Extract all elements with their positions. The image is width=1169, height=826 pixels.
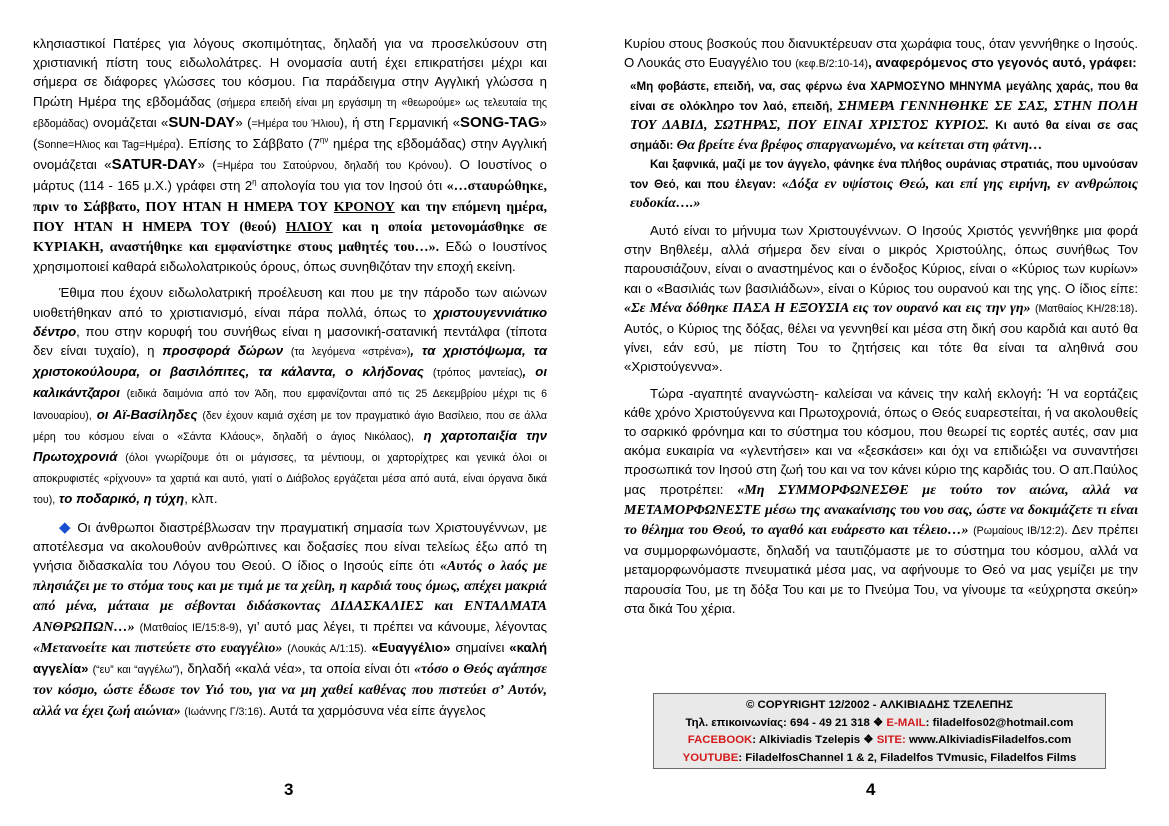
text: . Αυτά τα χαρμόσυνα νέα είπε άγγελος: [262, 702, 486, 718]
text: , αναφερόμενος στο γεγονός αυτό, γράφει:: [868, 55, 1137, 71]
email-link[interactable]: : filadelfos02@hotmail.com: [925, 716, 1074, 729]
paragraph-choice: [624, 384, 1138, 618]
phone: Τηλ. επικοινωνίας: 694 - 49 21 318: [685, 716, 870, 729]
emphasis: το ποδαρικό, η τύχη: [58, 491, 185, 507]
site-label: SITE:: [876, 734, 906, 746]
note: (τρόπος μαντείας): [432, 367, 523, 380]
paragraph-gospel: [33, 518, 547, 722]
note: (όλοι γνωρίζουμε ότι οι μάγισσες, τα μέντιουμ, οι χαρτορίχτρες και γενικά όλοι οι αποκρυφιστές «ρίχνουν» τα χαρτιά και αυτό, γιατί ο Διάβολος εργάζεται μέσα από αυτά, είναι όργανα δικά του),: [33, 452, 548, 507]
paragraph-message: [624, 221, 1138, 377]
facebook-label: FACEBOOK: [687, 734, 753, 746]
note: Sonne=Ηλιος και Tag=Ημέρα: [37, 139, 176, 152]
emphasis: η χαρτοπαιξία την Πρωτοχρονιά: [33, 427, 547, 465]
contact-line: [654, 715, 1105, 733]
text: απολογία του για τον Ιησού ότι: [256, 178, 443, 194]
text: , δηλαδή «καλά νέα», τα οποία είναι ότι: [179, 661, 410, 677]
scripture-quote: «τόσο ο Θεός αγάπησε τον κόσμο, ώστε έδωσε τον Υιό του, για να μη χαθεί καθένας που πιστεύει σ’ Αυτόν, αλλά να έχει ζωή αιώνια»: [33, 662, 547, 719]
youtube-label: YOUTUBE: [682, 751, 739, 764]
quote-justin: και η οποία μετονομάσθηκε σε ΚΥΡΙΑΚΗ, αναστήθηκε και εμφανίστηκε στους μαθητές του…».: [33, 219, 547, 256]
note: (τα λεγόμενα «στρένα»): [290, 346, 411, 359]
emphasis: , τα χριστόψωμα, τα χριστοκούλουρα, οι βασιλόπιτες, τα κάλαντα, ο κλήδονας: [33, 343, 548, 380]
quote-justin: και την επόμενη ημέρα, ΠΟΥ ΗΤΑΝ Η ΗΜΕΡΑ ΤΟΥ (θεού): [33, 199, 547, 235]
quote-text: Θα βρείτε ένα βρέφος σπαργανωμένο, να κείτεται στη φάτνη…: [676, 137, 1043, 153]
scripture-ref: (Ματθαίος ΚΗ/28:18): [1034, 302, 1135, 315]
emphasis: , οι καλικάντζαροι: [33, 364, 547, 401]
paragraph-sunday-names: [33, 34, 547, 276]
quote-kronou: ΚΡΟΝΟΥ: [333, 199, 395, 215]
separator-icon: ❖: [863, 734, 874, 746]
text: Έθιμα που έχουν ειδωλολατρική προέλευση και που με την πάροδο των αιώνων υιοθετήθηκαν από το χριστιανισμό, είναι πάρα πολλά, όπως το: [33, 285, 547, 320]
note: (σήμερα επειδή είναι μη εργάσιμη τη «θεωρούμε» ως τελευταία της εβδομάδας): [33, 96, 547, 130]
note: (ειδικά δαιμόνια από τον Άδη, που εμφανίζονται από τις 25 Δεκεμβρίου μέχρι τις 6 Ιανουαρίου),: [33, 388, 547, 422]
quote-text: ΣΗΜΕΡΑ ΓΕΝΝΗΘΗΚΕ ΣΕ ΣΑΣ, ΣΤΗΝ ΠΟΛΗ ΤΟΥ ΔΑΒΙΔ, ΣΩΤΗΡΑΣ, ΠΟΥ ΕΙΝΑΙ ΧΡΙΣΤΟΣ ΚΥΡΙΟΣ.: [630, 98, 1138, 134]
emphasis: προσφορά δώρων: [162, 343, 284, 359]
text: Κυρίου στους βοσκούς που διανυκτέρευαν στα χωράφια τους, όταν γεννήθηκε ο Ιησούς. Ο Λουκάς στο Ευαγγέλιο του: [624, 36, 1138, 71]
text: , που στην κορυφή του συνήθως είναι η μασονική-σατανική πεντάλφα (τίποτα δεν είναι τυχαίο), η: [33, 323, 547, 359]
facebook-name: : Alkiviadis Tzelepis: [752, 734, 861, 746]
emphasis: «καλή αγγελία»: [33, 639, 548, 677]
scripture-ref: (Ρωμαίους ΙΒ/12:2): [973, 524, 1065, 537]
quote-text: Και ξαφνικά, μαζί με τον άγγελο, φάνηκε ένα πλήθος ουράνιας στρατιάς, που υμνούσαν τον Θεό, και που έλεγαν:: [630, 158, 1138, 191]
text: ). Ο Ιουστίνος ο μάρτυς (114 - 165 μ.Χ.) γράφει στη 2: [33, 157, 548, 194]
scripture-ref: (κεφ.Β/2:10-14): [795, 58, 869, 71]
text: ), ή στη Γερμανική «: [339, 114, 460, 130]
scripture-ref: (Ιωάννης Γ/3:16): [184, 705, 263, 718]
left-page: [33, 34, 547, 722]
emphasis: χριστουγεννιάτικο δέντρο: [33, 304, 547, 339]
text: Οι άνθρωποι διαστρέβλωσαν την πραγματική σημασία των Χριστουγέννων, με αποτέλεσμα να ακολουθούν ανθρώπινες και δοξασίες που είναι τελείως έξω από τη γνήσια διδασκαλία του Λόγου του Θεού. Ο ίδιος ο Ιησούς είπε ότι: [33, 519, 547, 574]
site-link[interactable]: www.AlkiviadisFiladelfos.com: [908, 734, 1072, 746]
superscript: η: [252, 178, 257, 188]
right-page: [624, 34, 1138, 618]
text: » (: [235, 114, 252, 130]
email-label: E-MAIL: [886, 716, 926, 729]
page-number-left: 3: [284, 780, 294, 799]
quote-iliou: ΗΛΙΟΥ: [285, 219, 333, 235]
scripture-quote: «Σε Μένα δόθηκε ΠΑΣΑ Η ΕΞΟΥΣΙΑ εις τον ουρανό και εις την γη»: [624, 300, 1031, 316]
text: . Αυτός, ο Κύριος της δόξας, θέλει να γεννηθεί και μέσα στη δική σου καρδιά και αυτό θα γίνει, εάν εσύ, με πίστη Του το ζητήσεις και τότε θα είναι τα αληθινά σου «Χριστούγεννα».: [624, 299, 1139, 375]
copyright-box: [653, 693, 1106, 769]
quote-text: Κι αυτό θα είναι σε σας σημάδι:: [630, 119, 1138, 152]
quote-text: «Δόξα εν υψίστοις Θεώ, και επί γης ειρήνη, εν ανθρώποις ευδοκία….»: [630, 176, 1139, 212]
social-line: [654, 732, 1105, 750]
text: , γι’ αυτό μας λέγει, τι πρέπει να κάνουμε, λέγοντας: [238, 618, 548, 634]
text: Ή να εορτάζεις κάθε χρόνο Χριστούγεννα και Πρωτοχρονιά, όπως ο Θεός ευαρεστείται, ή να ακολουθείς το σαρκικό φρόνημα και το σύστημα του κόσμου, που θεωρεί τις εορτές αυτές, σαν μια ακόμα ευκαιρία να «γλεντήσει» και να «ξεσκάσει» και όχι να επιδιώξει να συναντήσει προσωπικά τον Ιησού στη ζωή του και να τον κάνει κύριο της καρδιάς του. Ο απ.Παύλος μας προτρέπει:: [624, 385, 1138, 497]
note: =Ημέρα του Σατούρνου, δηλαδή του Κρόνου: [216, 160, 445, 173]
diamond-bullet-icon: ◆: [59, 518, 73, 536]
text: . Δεν πρέπει να συμμορφωνόμαστε, δηλαδή να ταυτιζόμαστε με το σύστημα του κόσμου, αλλά να μεταμορφωνόμαστε πνευματικά μέσα μας, να αφήνουμε το Θεό να μας γεμίζει με την παρουσία Του, με τη δόξα Του και με το Πνεύμα Του, να γίνουμε τα «εύχρηστα σκεύη» στα δικά Του χέρια.: [624, 521, 1139, 616]
paragraph-customs: [33, 283, 547, 510]
text: Τώρα -αγαπητέ αναγνώστη- καλείσαι να κάνεις την καλή εκλογή: [650, 385, 1038, 401]
quote-justin: «…σταυρώθηκε, πριν το Σάββατο, ΠΟΥ ΗΤΑΝ Η ΗΜΕΡΑ ΤΟΥ: [33, 179, 547, 215]
text: » (: [197, 157, 217, 173]
note: =Ημέρα του Ήλιου: [251, 117, 340, 130]
scripture-quote: «Αυτός ο λαός με πλησιάζει με το στόμα τους και με τιμά με τα χείλη, η καρδιά τους όμως, απέχει μακριά από μένα, μάταια με σέβονται διδάσκοντας ΔΙΔΑΣΚΑΛΙΕΣ και ΕΝΤΑΛΜΑΤΑ ΑΝΘΡΩΠΩΝ…»: [33, 559, 547, 635]
quote-heavenly-host: [630, 155, 1138, 214]
copyright-line: © COPYRIGHT 12/2002 - ΑΛΚΙΒΙΑΔΗΣ ΤΖΕΛΕΠΗΣ: [746, 699, 1013, 711]
text: κλησιαστικοί Πατέρες για λόγους σκοπιμότητας, δηλαδή για να προσελκύσουν στη χριστιανική πίστη τους ειδωλολάτρες. Η ονομασία αυτή έχει επικρατήσει μέχρι και σήμερα σε διάφορες γλώσσες του κόσμου. Για παράδειγμα στην Αγγλική γλώσσα η Πρώτη Ημέρα της εβδομάδας: [33, 36, 547, 109]
note: (“ευ” και “αγγέλω”): [92, 664, 180, 677]
text: :: [1037, 385, 1042, 401]
text: » (: [33, 114, 547, 152]
text: ). Επίσης το Σάββατο (7: [175, 136, 320, 152]
text: Εδώ ο Ιουστίνος χρησιμοποιεί καθαρά ειδωλολατρικούς όρους, όπως συνηθιζόταν την εποχή εκείνη.: [33, 239, 547, 275]
text: ημέρα της εβδομάδας) στην Αγγλική ονομάζεται «: [33, 136, 548, 173]
term-saturday: SATUR-DAY: [111, 156, 198, 174]
text: ονομάζεται «: [92, 114, 169, 130]
paragraph-luke-intro: [624, 34, 1138, 74]
quote-angel: [630, 77, 1138, 155]
note: (δεν έχουν καμιά σχέση με τον πραγματικό άγιο Βασίλειο, που σε άλλα μέρη του κόσμου είναι ο «Σάντα Κλάους», δηλαδή ο άγιος Νικόλαος),: [33, 409, 547, 443]
quote-text: «Μη φοβάστε, επειδή, να, σας φέρνω ένα ΧΑΡΜΟΣΥΝΟ ΜΗΝΥΜΑ μεγάλης χαράς, που θα είναι σε ολόκληρο τον λαό, επειδή,: [630, 80, 1138, 113]
separator-icon: ❖: [872, 716, 884, 729]
superscript: ην: [319, 135, 329, 145]
text: σημαίνει: [455, 639, 505, 655]
term-sunday: SUN-DAY: [168, 113, 236, 131]
text: , κλπ.: [184, 491, 218, 507]
emphasis: οι Αϊ-Βασίληδες: [96, 406, 198, 422]
text: Αυτό είναι το μήνυμα των Χριστουγέννων. Ο Ιησούς Χριστός γεννήθηκε μια φορά στην Βηθλεέμ, αλλά σήμερα δεν είναι ο μικρός Χριστούλης, όπως συνήθως Τον παρουσιάζουν, είναι ο αναστημένος και ο ένδοξος Κύριος, είναι ο «Κύριος των κυρίων» και ο «Βασιλιάς των βασιλιάδων», είναι ο Κύριος του ουρανού και της γης. Ο ίδιος είπε:: [624, 222, 1138, 296]
scripture-ref: (Λουκάς Α/1:15).: [287, 642, 367, 655]
scripture-quote: «Μετανοείτε και πιστεύετε στο ευαγγέλιο»: [33, 640, 283, 656]
term-songtag: SONG-TAG: [459, 113, 540, 131]
page-number-right: 4: [866, 780, 876, 799]
youtube-line: [654, 750, 1105, 768]
youtube-channels: : FiladelfosChannel 1 & 2, Filadelfos TVmusic, Filadelfos Films: [738, 751, 1077, 764]
emphasis: «Ευαγγέλιο»: [371, 639, 451, 655]
scripture-quote: «Μη ΣΥΜΜΟΡΦΩΝΕΣΘΕ με τούτο τον αιώνα, αλλά να ΜΕΤΑΜΟΡΦΩΝΕΣΤΕ μέσω της ανακαίνισης του νου σας, ώστε να δοκιμάζετε τι είναι το θέλημα του Θεού, το αγαθό και ευάρεστο και τέλειο…»: [624, 482, 1138, 538]
scripture-ref: (Ματθαίος ΙΕ/15:8-9): [139, 621, 239, 634]
